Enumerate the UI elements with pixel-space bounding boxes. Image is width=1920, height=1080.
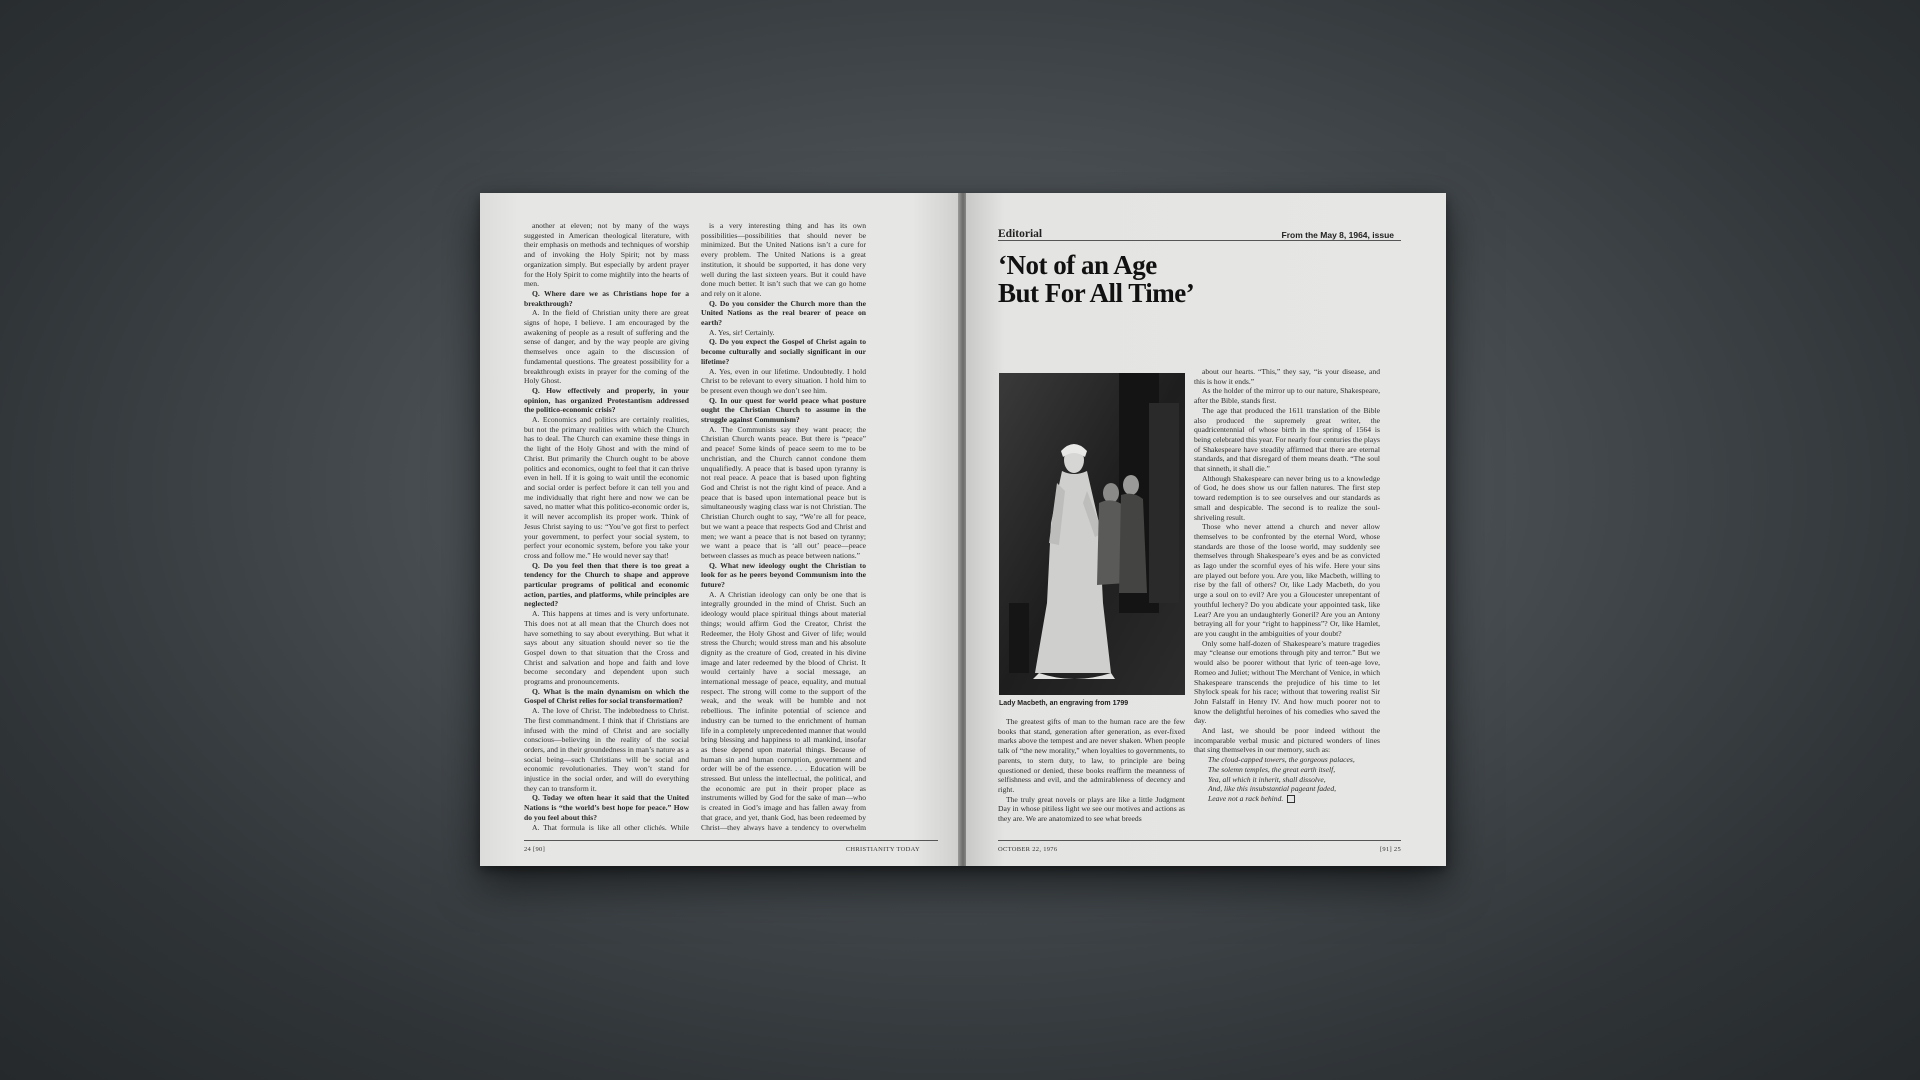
body-paragraph: A. That formula is like all other clichés. While: [532, 822, 689, 831]
right-column-2: [1194, 367, 1380, 839]
question-paragraph: Q. Today we often hear it said that the United Nations is “the world’s best hope for peace.” How do you feel about this?: [524, 793, 689, 822]
left-column-1: [524, 221, 689, 831]
poem-line: Yea, all which it inherit, shall dissolve,: [1208, 774, 1326, 784]
question-paragraph: Q. Do you consider the Church more than the United Nations as the real bearer of peace on earth?: [701, 298, 866, 328]
page-number-right: [91] 25: [1379, 846, 1401, 853]
question-paragraph: Q. Do you feel then that there is too great a tendency for the Church to shape and approve particular programs of political and economic action, parties, and platforms, while principles are neglected?: [524, 560, 689, 609]
question-paragraph: Q. How effectively and properly, in your opinion, has organized Protestantism addressed the politico-economic crisis?: [524, 385, 689, 415]
left-page: [480, 193, 960, 866]
right-column-1: [998, 717, 1185, 837]
left-column-2: [701, 221, 866, 831]
body-paragraph: is a very interesting thing and has its own possibilities—possibilities that should never be minimized. But the United Nations isn’t a cure for every problem. The United Nations is a great institution, it should be supported, it has done very well during the last sixteen years. But it could have done much better. It isn’t such that we can go home and rely on it alone.: [701, 221, 866, 298]
section-label: Editorial: [998, 228, 1043, 240]
body-paragraph: about our hearts. “This,” they say, “is your disease, and this is how it ends.”: [1194, 367, 1380, 386]
body-paragraph: The age that produced the 1611 translation of the Bible also produced the supremely great writer, the quadricentennial of whose birth in the spring of 1564 is being celebrated this year. For nearly four centuries the plays of Shakespeare have steadily affirmed that there are eternal standards, and that disregard of them means death. “The soul that sinneth, it shall die.”: [1194, 405, 1380, 474]
question-paragraph: Q. Do you expect the Gospel of Christ again to become culturally and socially significant in our lifetime?: [701, 337, 866, 366]
body-paragraph: A. In the field of Christian unity there are great signs of hope, I believe. I am encouraged by the awakening of people as a result of suffering and the sense of danger, and by the way people are giving themselves once again to the discussion of fundamental questions. The greatest possibility for a breakthrough exists in prayer for the coming of the Holy Ghost.: [524, 308, 689, 386]
footer-rule-right: [998, 840, 1401, 841]
question-paragraph: Q. Where dare we as Christians hope for a breakthrough?: [524, 288, 689, 308]
body-paragraph: Only some half-dozen of Shakespeare’s mature tragedies may “cleanse our emotions through pity and terror.” But we would also be poorer without that lyric of teen-age love, Romeo and Juliet; without The Merchant of Venice, in which Shakespeare transcends the prejudice of his time to let Shylock speak for his race; without that towering realist Sir John Falstaff in Henry IV. And how much poorer not to know the delightful heroines of his comedies who saved the day.: [1194, 638, 1380, 726]
date-label: OCTOBER 22, 1976: [998, 846, 1058, 853]
body-paragraph: A. This happens at times and is very unfortunate. This does not at all mean that the Church does not have something to say about everything. But what it says about any situation should never so tie the Gospel down to that situation that the Cross and Christ and salvation and hope and faith and love become secondary and dependent upon such programs and pronouncements.: [524, 609, 689, 687]
body-paragraph: A. A Christian ideology can only be one that is integrally grounded in the mind of Christ. Such an ideology would place spiritual things about material things; would affirm God the Creator, Christ the Redeemer, the Holy Ghost and Giver of life; would stress the Church; would stress man and his absolute dignity as the creature of God, created in his divine image and later redeemed by the blood of Christ. It would certainly have a social message, an international message of peace, equality, and mutual respect. The strong will come to the support of the weak, and the weak will be humble and not rebellious. The infinite potential of science and industry can be turned to the enrichment of human life in a completely unprecedented manner that would bring blessing and happiness to all mankind, insofar as these depend upon material things. Because of human sin and human corruption, government and order will be of the essence. . . . Education will be stressed. But unless the intellectual, the political, and the economic are put in their proper place as instruments willed by God for the sake of man—who is created in God’s image and has fallen away from that grace, and yet, thank God, has been redeemed by Christ—they always have a tendency to overwhelm: [701, 590, 866, 831]
question-paragraph: Q. In our quest for world peace what posture ought the Christian Church to assume in the struggle against Communism?: [701, 395, 866, 425]
magazine-name: CHRISTIANITY TODAY: [845, 846, 920, 853]
editorial-headline: [998, 251, 1194, 307]
engraving-illustration: [999, 373, 1185, 695]
image-caption: Lady Macbeth, an engraving from 1799: [999, 700, 1129, 707]
body-paragraph: A. The love of Christ. The indebtedness to Christ. The first commandment. I think that if Christians are infused with the mind of Christ and are socially conscious—believing in the reality of the social orders, and in their groundedness in man’s nature as a social being—such Christians will be social and economic revolutionaries. They won’t stand for injustice in the social order, and will do everything they can to transform it.: [524, 706, 689, 793]
footer-rule: [524, 840, 938, 841]
body-paragraph: As the holder of the mirror up to our nature, Shakespeare, after the Bible, stands first.: [1194, 386, 1380, 406]
poem-line: Leave not a rack behind.: [1194, 794, 1380, 804]
page-number-left: 24 [90]: [524, 846, 546, 853]
body-paragraph: The truly great novels or plays are like a little Judgment Day in whose pitiless light we see our motives and actions as they are. We are anatomized to see what breeds: [998, 794, 1185, 824]
issue-label: From the May 8, 1964, issue: [1281, 230, 1394, 240]
body-paragraph: Those who never attend a church and never allow themselves to be confronted by the eternal Word, whose standards are those of the loose world, may suddenly see themselves through Shakespeare’s eyes and be as convicted as Iago under the scornful eyes of his wife. Here your sins are played out before you. Are you, like Macbeth, willing to rise by the fall of others? Or, like Lady Macbeth, do you urge a soul on to evil? Are you a Gloucester unrepentant of youthful lechery? Do you abdicate your appointed task, like Lear? Are you an undaughterly Goneril? Are you an Antony betraying all for your “right to happiness”? Or, like Hamlet, are you caught in the ambiguities of your doubt?: [1194, 522, 1380, 638]
body-paragraph: A. Yes, sir! Certainly.: [709, 327, 775, 337]
body-paragraph: The greatest gifts of man to the human race are the few books that stand, generation after generation, as ever-fixed marks above the tempest and are never shaken. When people talk of “the new morality,” when loyalties to governments, to parents, to stern duty, to law, to principle are being questioned or denied, these books reaffirm the meanness of selfishness and evil, and the admirableness of decency and right.: [998, 717, 1185, 794]
headline-line-2: But For All Time’: [998, 278, 1195, 308]
body-paragraph: Although Shakespeare can never bring us to a knowledge of God, he does show us our fallen natures. The first step toward redemption is to see ourselves and our standards as small and despicable. The second is to realize the soul-shriveling result.: [1194, 473, 1380, 522]
magazine-spread: [480, 193, 1446, 866]
body-paragraph: A. Yes, even in our lifetime. Undoubtedly. I hold Christ to be relevant to every situation. I hold him to be present even though we don’t see him.: [701, 366, 866, 395]
poem-line: The solemn temples, the great earth itself,: [1208, 764, 1336, 774]
body-paragraph: another at eleven; not by many of the ways suggested in American theological literature, with their emphasis on methods and techniques of worship and of invoking the Holy Spirit; not by mass organization simply. But especially by ardent prayer for the Holy Spirit to come mightily into the hearts of men.: [524, 221, 689, 289]
body-paragraph: A. The Communists say they want peace; the Christian Church wants peace. But there is “peace” and peace! Some kinds of peace seem to me to be unchristian, and the Church cannot condone them unqualifiedly. A peace that is based upon tyranny is not real peace. A peace that is based upon fighting God and Christ is not the right kind of peace. And a peace that is based upon international peace but is simultaneously waging class war is not Christian. The Christian Church ought to say, “We’re all for peace, but we want a peace that respects God and Christ and men; we want a peace that is not based on tyranny; we want a peace that is ‘all out’ peace—peace between classes as much as peace between nations.”: [701, 424, 866, 560]
poem-line: The cloud-capped towers, the gorgeous palaces,: [1208, 755, 1355, 765]
question-paragraph: Q. What is the main dynamism on which the Gospel of Christ relies for social transformation?: [524, 686, 689, 706]
body-paragraph: A. Economics and politics are certainly realities, but not the primary realities with which the Church has to deal. The Church can examine these things in the light of the Holy Ghost and with the mind of Christ. But primarily the Church ought to be above politics and economics, ought to feel that it can thrive even in hell. If it is going to wait until the economic and social order is perfect before it can tell you and me individually that right here and now we can be saved, no matter what this politico-economic order is, it will never accomplish its proper work. Think of Jesus Christ saying to us: “You’ve got first to perfect your government, to perfect your social system, to perfect your economic system, before you take your cross and follow me.” He would never say that!: [524, 415, 689, 560]
body-paragraph: And last, we should be poor indeed without the incomparable verbal music and pictured wonders of lines that sing themselves in our memory, such as:: [1194, 726, 1380, 755]
poem-line: And, like this insubstantial pageant faded,: [1208, 784, 1337, 794]
header-rule: [998, 240, 1401, 241]
question-paragraph: Q. What new ideology ought the Christian to look for as he peers beyond Communism into the future?: [701, 560, 866, 590]
end-mark-icon: [1287, 795, 1295, 803]
headline-line-1: ‘Not of an Age: [998, 250, 1157, 280]
lady-macbeth-engraving: [999, 373, 1185, 695]
